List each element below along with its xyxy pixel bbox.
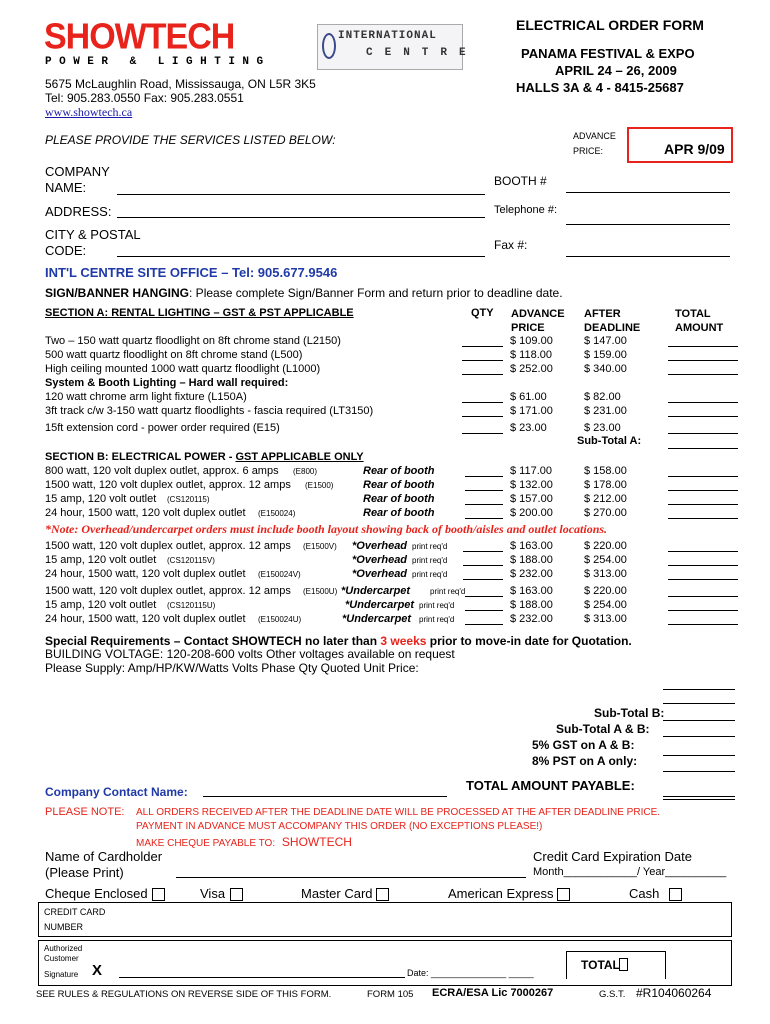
total-payable-field[interactable] [663,796,735,800]
overhead-note: *Note: Overhead/undercarpet orders must include booth layout showing back of booth/aisles and outlet locations. [45,522,608,536]
table-row: 800 watt, 120 volt duplex outlet, approx. 6 amps (E800) Rear of booth $ 117.00 $ 158.00 [45,464,745,478]
qty-field[interactable] [465,476,503,477]
total-label: TOTAL [581,958,620,972]
col-total: TOTAL AMOUNT [675,308,724,334]
event-halls: HALLS 3A & 4 - 8415-25687 [516,80,684,95]
subtotal-b-label: Sub-Total B: [594,706,665,720]
footer-gst-label: G.S.T. [599,989,626,1000]
advance-label-2: PRICE: [573,146,604,156]
table-row: 15 amp, 120 volt outlet (CS120115V) *Overhead print req'd $ 188.00 $ 254.00 [45,553,745,567]
qty-field[interactable] [465,490,503,491]
total-box [566,951,666,979]
footer-gst-number: #R104060264 [636,986,712,1000]
signature-box[interactable] [38,940,732,986]
subtotal-a-field[interactable] [668,448,738,449]
qty-field[interactable] [465,610,503,611]
cc-number-label: CREDIT CARD NUMBER [44,907,106,932]
company-address: 5675 McLaughlin Road, Mississauga, ON L5R 3K5 [45,77,316,91]
table-row: 3ft track c/w 3-150 watt quartz floodlights - fascia required (LT3150) $ 171.00 $ 231.00 [45,404,745,418]
globe-icon [322,33,336,59]
total-field[interactable] [668,579,738,580]
table-row: 24 hour, 1500 watt, 120 volt duplex outlet (E150024U) *Undercarpet print req'd $ 232.00 $ 313.00 [45,612,745,626]
amex-label: American Express [448,886,554,901]
advance-date: APR 9/09 [664,141,725,157]
cheque-label: Cheque Enclosed [45,886,148,901]
qty-field[interactable] [465,504,503,505]
signature-field[interactable] [119,977,405,978]
date-field[interactable]: Date: _______________ _____ [407,968,534,978]
event-dates: APRIL 24 – 26, 2009 [555,63,677,78]
total-field[interactable] [668,374,738,375]
section-a-title: SECTION A: RENTAL LIGHTING – GST & PST APPLICABLE [45,307,354,319]
subtotal-a-label: Sub-Total A: [577,435,642,447]
col-qty: QTY [471,307,494,319]
credit-card-number-box[interactable] [38,902,732,937]
table-row: 15 amp, 120 volt outlet (CS120115U) *Undercarpet print req'd $ 188.00 $ 254.00 [45,598,745,612]
cardholder-field[interactable] [176,877,526,878]
qty-field[interactable] [462,346,503,347]
system-heading: System & Booth Lighting – Hard wall required: [45,377,289,389]
company-name-field[interactable] [117,194,485,195]
total-field[interactable] [668,610,738,611]
expiry-label: Credit Card Expiration Date [533,849,692,864]
qty-field[interactable] [462,360,503,361]
total-field[interactable] [668,416,738,417]
total-small-box[interactable] [619,958,628,971]
table-row: 1500 watt, 120 volt duplex outlet, approx. 12 amps (E1500) Rear of booth $ 132.00 $ 178.00 [45,478,745,492]
gst-field[interactable] [663,736,735,737]
booth-field[interactable] [566,192,730,193]
total-field[interactable] [668,518,738,519]
please-provide: PLEASE PROVIDE THE SERVICES LISTED BELOW: [45,133,336,147]
total-field[interactable] [668,596,738,597]
table-row: 24 hour, 1500 watt, 120 volt duplex outlet (E150024) Rear of booth $ 200.00 $ 270.00 [45,506,745,520]
footer-license: ECRA/ESA Lic 7000267 [432,987,554,999]
please-note-label: PLEASE NOTE: [45,806,125,818]
pst-field-2[interactable] [663,771,735,772]
table-row: 15ft extension cord - power order required (E15) $ 23.00 $ 23.00 [45,421,745,435]
city-postal-field[interactable] [117,256,485,257]
advance-label-1: ADVANCE [573,131,616,141]
table-row: 500 watt quartz floodlight on 8ft chrome stand (L500) $ 118.00 $ 159.00 [45,348,745,362]
showtech-logo: SHOWTECH [44,17,235,57]
international-centre-logo [317,24,478,70]
total-field[interactable] [668,624,738,625]
signature-label: Authorized Customer [44,944,83,963]
please-supply: Please Supply: Amp/HP/KW/Watts Volts Phase Qty Quoted Unit Price: [45,661,419,675]
booth-label: BOOTH # [494,174,547,188]
qty-field[interactable] [463,565,503,566]
website-link[interactable]: www.showtech.ca [45,105,133,119]
sign-banner-note: SIGN/BANNER HANGING: Please complete Sign/Banner Form and return prior to deadline date. [45,286,563,300]
qty-field[interactable] [465,624,503,625]
total-field[interactable] [668,490,738,491]
total-field[interactable] [668,346,738,347]
showtech-logo-subtitle: POWER & LIGHTING [45,56,271,68]
city-postal-label: CITY & POSTAL CODE: [45,227,141,258]
qty-field[interactable] [463,579,503,580]
building-voltage: BUILDING VOLTAGE: 120-208-600 volts Other voltages available on request [45,647,455,661]
mastercard-label: Master Card [301,886,373,901]
table-row: 1500 watt, 120 volt duplex outlet, approx. 12 amps (E1500U) *Undercarpet print req'd $ 163.00 $ 220.00 [45,584,745,598]
company-tel-fax: Tel: 905.283.0550 Fax: 905.283.0551 [45,91,244,105]
total-payable-label: TOTAL AMOUNT PAYABLE: [466,778,635,793]
address-label: ADDRESS: [45,204,112,219]
table-row: 15 amp, 120 volt outlet (CS120115) Rear of booth $ 157.00 $ 212.00 [45,492,745,506]
table-row: 120 watt chrome arm light fixture (L150A) $ 61.00 $ 82.00 [45,390,745,404]
notice-line-1: ALL ORDERS RECEIVED AFTER THE DEADLINE DATE WILL BE PROCESSED AT THE AFTER DEADLINE PRICE. [136,807,661,818]
total-field[interactable] [668,360,738,361]
table-row: 24 hour, 1500 watt, 120 volt duplex outlet (E150024V) *Overhead print req'd $ 232.00 $ 313.00 [45,567,745,581]
qty-field[interactable] [462,433,503,434]
total-field[interactable] [668,504,738,505]
telephone-label: Telephone #: [494,204,557,216]
visa-label: Visa [200,886,226,901]
pst-label: 8% PST on A only: [532,754,638,768]
col-after: AFTER DEADLINE [584,308,641,334]
total-field[interactable] [668,476,738,477]
fax-label: Fax #: [494,238,528,252]
qty-field[interactable] [465,518,503,519]
cardholder-label: Name of Cardholder (Please Print) [45,849,163,880]
total-field[interactable] [668,565,738,566]
total-field[interactable] [668,551,738,552]
visa-checkbox[interactable] [230,888,243,901]
total-field[interactable] [668,402,738,403]
qty-field[interactable] [463,551,503,552]
section-b-title: SECTION B: ELECTRICAL POWER - GST APPLICABLE ONLY [45,451,364,463]
blank-total-line[interactable] [663,689,735,690]
signature-label-3: Signature [44,970,79,979]
ic-logo-line2: CENTRE [366,47,478,59]
signature-x: X [92,962,103,979]
pst-field[interactable] [663,755,735,756]
col-advance: ADVANCE PRICE [511,308,565,334]
subtotal-b-field[interactable] [663,703,735,704]
company-label: COMPANY NAME: [45,164,110,195]
footer-rules: SEE RULES & REGULATIONS ON REVERSE SIDE OF THIS FORM. [36,989,332,1000]
event-name: PANAMA FESTIVAL & EXPO [521,46,695,61]
contact-name-field[interactable] [203,796,447,797]
footer-form-no: FORM 105 [367,989,414,1000]
total-field[interactable] [668,433,738,434]
cash-checkbox[interactable] [669,888,682,901]
subtotal-ab-label: Sub-Total A & B: [556,722,650,736]
ic-logo-line1: INTERNATIONAL [338,30,437,42]
address-field[interactable] [117,217,485,218]
month-year-field[interactable]: Month____________/ Year__________ [533,866,727,878]
notice-line-3: MAKE CHEQUE PAYABLE TO: SHOWTECH [136,835,352,849]
table-row: Two – 150 watt quartz floodlight on 8ft chrome stand (L2150) $ 109.00 $ 147.00 [45,334,745,348]
cheque-checkbox[interactable] [152,888,165,901]
table-row: 1500 watt, 120 volt duplex outlet, approx. 12 amps (E1500V) *Overhead print req'd $ 163.00 $ 220.00 [45,539,745,553]
telephone-field[interactable] [566,224,730,225]
notice-line-2: PAYMENT IN ADVANCE MUST ACCOMPANY THIS ORDER (NO EXCEPTIONS PLEASE!) [136,821,543,832]
special-requirements: Special Requirements – Contact SHOWTECH no later than 3 weeks prior to move-in date for Quotation. [45,634,632,648]
qty-field[interactable] [465,596,503,597]
qty-field[interactable] [462,416,503,417]
form-title: ELECTRICAL ORDER FORM [516,17,704,33]
table-row: High ceiling mounted 1000 watt quartz floodlight (L1000) $ 252.00 $ 340.00 [45,362,745,376]
amex-checkbox[interactable] [557,888,570,901]
qty-field[interactable] [462,374,503,375]
site-office: INT'L CENTRE SITE OFFICE – Tel: 905.677.9546 [45,265,338,280]
fax-field[interactable] [566,256,730,257]
subtotal-ab-field[interactable] [663,720,735,721]
qty-field[interactable] [462,402,503,403]
contact-name-label: Company Contact Name: [45,785,188,799]
mastercard-checkbox[interactable] [376,888,389,901]
gst-label: 5% GST on A & B: [532,738,635,752]
advance-date-box [627,127,733,163]
cash-label: Cash [629,886,660,901]
